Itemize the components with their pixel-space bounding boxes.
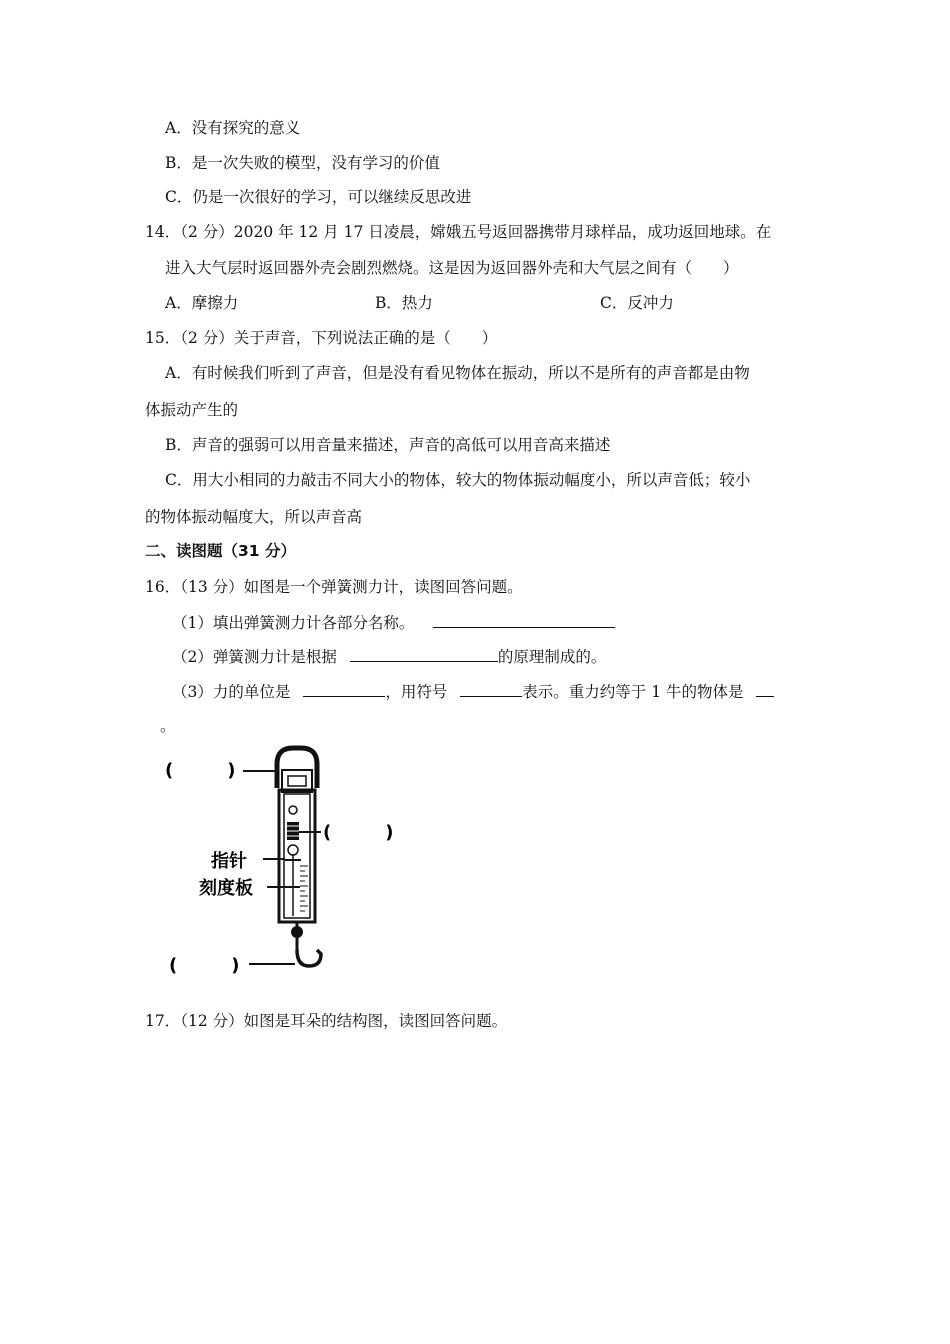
- q16-sub2-text-before: （2）弹簧测力计是根据: [172, 648, 337, 666]
- q15-option-a-line1: A．有时候我们听到了声音，但是没有看见物体在振动，所以不是所有的声音都是由物: [165, 364, 750, 382]
- q16-sub2: [172, 645, 606, 667]
- scale-ticks: [300, 866, 308, 911]
- q15-option-c-line2: 的物体振动幅度大，所以声音高: [145, 508, 363, 526]
- q13-option-b: B．是一次失败的模型，没有学习的价值: [165, 154, 440, 172]
- blank-label-bottom[interactable]: ( ): [169, 955, 240, 976]
- q14-option-c: C．反冲力: [600, 294, 674, 312]
- q16-sub3-text-3: 表示。重力约等于 1 牛的物体是: [522, 683, 744, 701]
- label-scale-plate: 刻度板: [199, 878, 253, 899]
- q16-sub3-end: 。: [160, 717, 176, 735]
- spring-scale-figure: [155, 740, 425, 985]
- q15-stem: 15．（2 分）关于声音，下列说法正确的是（ ）: [145, 329, 498, 347]
- q15-option-b: B．声音的强弱可以用音量来描述，声音的高低可以用音高来描述: [165, 436, 611, 454]
- q16-sub3-object-blank[interactable]: [756, 680, 774, 697]
- q16-sub3: [172, 680, 774, 702]
- q16-sub2-text-after: 的原理制成的。: [497, 648, 607, 666]
- q16-sub1-text: （1）填出弹簧测力计各部分名称。: [172, 614, 415, 632]
- q14-stem-line1: 14．（2 分）2020 年 12 月 17 日凌晨，嫦娥五号返回器携带月球样品，成功返回地球。在: [145, 223, 772, 241]
- q14-stem-line2: 进入大气层时返回器外壳会剧烈燃烧。这是因为返回器外壳和大气层之间有（ ）: [165, 259, 739, 277]
- hook: [297, 950, 321, 966]
- q13-option-c: C．仍是一次很好的学习，可以继续反思改进: [165, 188, 472, 206]
- blank-label-middle[interactable]: ( ): [323, 822, 394, 843]
- label-pointer: 指针: [211, 851, 247, 872]
- q17-stem: 17．（12 分）如图是耳朵的结构图，读图回答问题。: [145, 1012, 508, 1030]
- q16-sub1: [172, 611, 615, 633]
- q16-sub3-text-2: ，用符号: [385, 683, 448, 701]
- q15-option-a-line2: 体振动产生的: [145, 401, 239, 419]
- q16-sub3-text-1: （3）力的单位是: [172, 683, 291, 701]
- q16-stem: 16．（13 分）如图是一个弹簧测力计，读图回答问题。: [145, 578, 523, 596]
- spring-scale-diagram: [155, 740, 425, 985]
- blank-label-top[interactable]: ( ): [165, 760, 236, 781]
- section-heading: 二、读图题（31 分）: [145, 542, 296, 560]
- q16-sub3-unit-blank[interactable]: [303, 680, 385, 697]
- q14-option-a: A．摩擦力: [165, 294, 239, 312]
- q16-sub3-symbol-blank[interactable]: [460, 680, 522, 697]
- q15-option-c-line1: C．用大小相同的力敲击不同大小的物体，较大的物体振动幅度小，所以声音低；较小: [165, 471, 751, 489]
- q16-sub1-answer-blank[interactable]: [433, 611, 615, 628]
- q13-option-a: A．没有探究的意义: [165, 119, 301, 137]
- q16-sub2-answer-blank[interactable]: [350, 645, 498, 662]
- q14-option-b: B．热力: [375, 294, 433, 312]
